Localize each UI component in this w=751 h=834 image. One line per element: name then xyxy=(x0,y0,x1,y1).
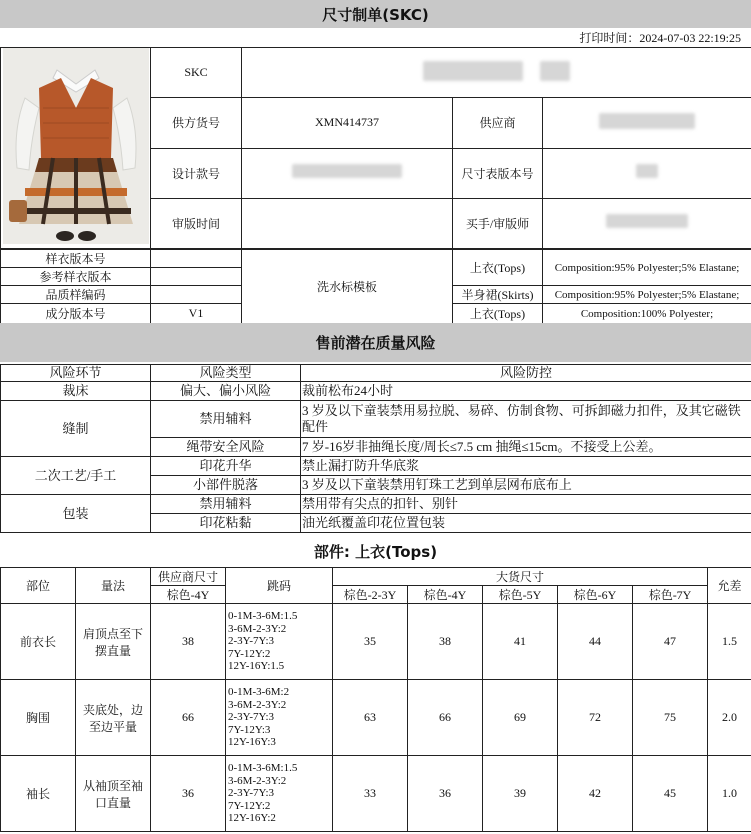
jump-line: 12Y-16Y:2 xyxy=(228,812,276,825)
skc-value xyxy=(242,48,751,98)
jump-line: 7Y-12Y:2 xyxy=(228,647,271,660)
buyer-value xyxy=(543,198,751,248)
risk-control: 禁用带有尖点的扣针、别针 xyxy=(301,495,751,514)
size-bulk: 44 xyxy=(558,604,633,680)
skc-label: SKC xyxy=(151,48,242,98)
risk-type: 印花升华 xyxy=(151,457,301,476)
quality-code-value xyxy=(151,286,242,304)
composition-text-2: Composition:95% Polyester;5% Elastane; xyxy=(543,286,751,304)
risk-header-stage: 风险环节 xyxy=(1,365,151,382)
print-time: 打印时间：2024-07-03 22:19:25 xyxy=(579,31,741,45)
jump-line: 0-1M-3-6M:2 xyxy=(228,686,290,699)
buyer-redacted xyxy=(606,214,688,228)
risk-header-control: 风险防控 xyxy=(301,365,751,382)
composition-part-2: 半身裙(Skirts) xyxy=(453,286,543,304)
size-header-bulk-size: 棕色-4Y xyxy=(408,586,483,604)
jump-line: 7Y-12Y:3 xyxy=(228,723,271,736)
size-bulk: 66 xyxy=(408,680,483,756)
risk-stage: 包装 xyxy=(1,495,151,533)
size-jump xyxy=(226,604,333,680)
size-method: 从袖顶至袖口直量 xyxy=(76,756,151,832)
supplier-redacted xyxy=(599,113,695,129)
size-supplier: 38 xyxy=(151,604,226,680)
size-part: 胸围 xyxy=(1,680,76,756)
composition-version-value: V1 xyxy=(151,304,242,324)
size-bulk: 41 xyxy=(483,604,558,680)
size-tolerance: 1.5 xyxy=(708,604,751,680)
wash-label-template: 洗水标模板 xyxy=(242,250,453,324)
risk-control: 油光纸覆盖印花位置包装 xyxy=(301,514,751,533)
risk-type: 禁用辅料 xyxy=(151,401,301,438)
review-time-label: 审版时间 xyxy=(151,198,242,248)
product-image-cell xyxy=(1,48,151,249)
size-version-redacted xyxy=(636,164,658,178)
size-bulk: 75 xyxy=(633,680,708,756)
size-jump xyxy=(226,680,333,756)
size-header-bulk-size: 棕色-5Y xyxy=(483,586,558,604)
size-header-bulk-size: 棕色-6Y xyxy=(558,586,633,604)
risk-type: 印花粘黏 xyxy=(151,514,301,533)
jump-line: 0-1M-3-6M:1.5 xyxy=(228,762,298,775)
size-bulk: 69 xyxy=(483,680,558,756)
size-method: 夹底处，边至边平量 xyxy=(76,680,151,756)
size-row xyxy=(1,756,751,832)
size-version-value xyxy=(543,148,751,198)
size-header-tolerance: 允差 xyxy=(708,568,751,604)
risk-table xyxy=(0,364,751,533)
size-header-bulk-size: 棕色-2-3Y xyxy=(333,586,408,604)
size-tolerance: 2.0 xyxy=(708,680,751,756)
info-table xyxy=(0,47,751,249)
product-image xyxy=(3,48,149,244)
ref-sample-label: 参考样衣版本 xyxy=(1,268,151,286)
size-bulk: 42 xyxy=(558,756,633,832)
jump-line: 2-3Y-7Y:3 xyxy=(228,711,275,724)
size-header-method: 量法 xyxy=(76,568,151,604)
jump-line: 0-1M-3-6M:1.5 xyxy=(228,610,298,623)
size-bulk: 35 xyxy=(333,604,408,680)
risk-control: 3 岁及以下童装禁用钉珠工艺到单层网布底布上 xyxy=(301,476,751,495)
composition-text-3: Composition:100% Polyester; xyxy=(543,304,751,324)
risk-control: 裁前松布24小时 xyxy=(301,382,751,401)
composition-version-label: 成分版本号 xyxy=(1,304,151,324)
design-no-value xyxy=(242,148,453,198)
risk-stage: 二次工艺/手工 xyxy=(1,457,151,495)
size-bulk: 36 xyxy=(408,756,483,832)
size-header-jump: 跳码 xyxy=(226,568,333,604)
size-version-label: 尺寸表版本号 xyxy=(453,148,543,198)
sample-version-value xyxy=(151,250,242,268)
size-header-part: 部位 xyxy=(1,568,76,604)
risk-control: 3 岁及以下童装禁用易拉脱、易碎、仿制食物、可拆卸磁力扣件，及其它磁铁配件 xyxy=(301,401,751,438)
design-no-label: 设计款号 xyxy=(151,148,242,198)
risk-control: 禁止漏打防升华底浆 xyxy=(301,457,751,476)
size-part: 前衣长 xyxy=(1,604,76,680)
size-method: 肩顶点至下摆直量 xyxy=(76,604,151,680)
composition-part-1: 上衣(Tops) xyxy=(453,250,543,286)
skc-value-redacted xyxy=(423,61,523,81)
composition-part-3: 上衣(Tops) xyxy=(453,304,543,324)
skc-value-redacted-2 xyxy=(540,61,570,81)
jump-line: 2-3Y-7Y:3 xyxy=(228,787,275,800)
jump-line: 2-3Y-7Y:3 xyxy=(228,635,275,648)
supplier-value xyxy=(543,98,751,148)
size-tolerance: 1.0 xyxy=(708,756,751,832)
risk-stage: 缝制 xyxy=(1,401,151,457)
ref-sample-value xyxy=(151,268,242,286)
versions-table xyxy=(0,249,751,324)
jump-line: 12Y-16Y:1.5 xyxy=(228,660,285,673)
jump-line: 3-6M-2-3Y:2 xyxy=(228,698,287,711)
size-row xyxy=(1,604,751,680)
size-row xyxy=(1,680,751,756)
parts-title: 部件: 上衣(Tops) xyxy=(313,543,438,561)
risk-type: 小部件脱落 xyxy=(151,476,301,495)
jump-line: 3-6M-2-3Y:2 xyxy=(228,774,287,787)
jump-line: 3-6M-2-3Y:2 xyxy=(228,622,287,635)
size-header-bulk: 大货尺寸 xyxy=(333,568,708,586)
size-bulk: 39 xyxy=(483,756,558,832)
supplier-item-label: 供方货号 xyxy=(151,98,242,148)
size-part: 袖长 xyxy=(1,756,76,832)
risk-type: 偏大、偏小风险 xyxy=(151,382,301,401)
risk-stage: 裁床 xyxy=(1,382,151,401)
size-bulk: 38 xyxy=(408,604,483,680)
risk-section-title: 售前潜在质量风险 xyxy=(0,323,751,362)
buyer-label: 买手/审版师 xyxy=(453,198,543,248)
size-bulk: 72 xyxy=(558,680,633,756)
document-title: 尺寸制单(SKC) xyxy=(0,0,751,28)
size-supplier: 66 xyxy=(151,680,226,756)
size-supplier: 36 xyxy=(151,756,226,832)
size-bulk: 47 xyxy=(633,604,708,680)
size-header-bulk-size: 棕色-7Y xyxy=(633,586,708,604)
quality-code-label: 品质样编码 xyxy=(1,286,151,304)
risk-type: 禁用辅料 xyxy=(151,495,301,514)
design-no-redacted xyxy=(292,164,402,178)
supplier-label: 供应商 xyxy=(453,98,543,148)
size-table xyxy=(0,567,751,832)
size-header-supplier-size: 棕色-4Y xyxy=(151,586,226,604)
jump-line: 12Y-16Y:3 xyxy=(228,736,276,749)
size-header-supplier: 供应商尺寸 xyxy=(151,568,226,586)
supplier-item-value: XMN414737 xyxy=(242,98,453,148)
size-bulk: 63 xyxy=(333,680,408,756)
composition-text-1: Composition:95% Polyester;5% Elastane; xyxy=(543,250,751,286)
review-time-value xyxy=(242,198,453,248)
size-bulk: 45 xyxy=(633,756,708,832)
risk-header-type: 风险类型 xyxy=(151,365,301,382)
risk-type: 绳带安全风险 xyxy=(151,438,301,457)
size-bulk: 33 xyxy=(333,756,408,832)
risk-control: 7 岁-16岁非抽绳长度/周长≤7.5 cm 抽绳≤15cm。不接受上公差。 xyxy=(301,438,751,457)
size-jump xyxy=(226,756,333,832)
sample-version-label: 样衣版本号 xyxy=(1,250,151,268)
jump-line: 7Y-12Y:2 xyxy=(228,799,271,812)
